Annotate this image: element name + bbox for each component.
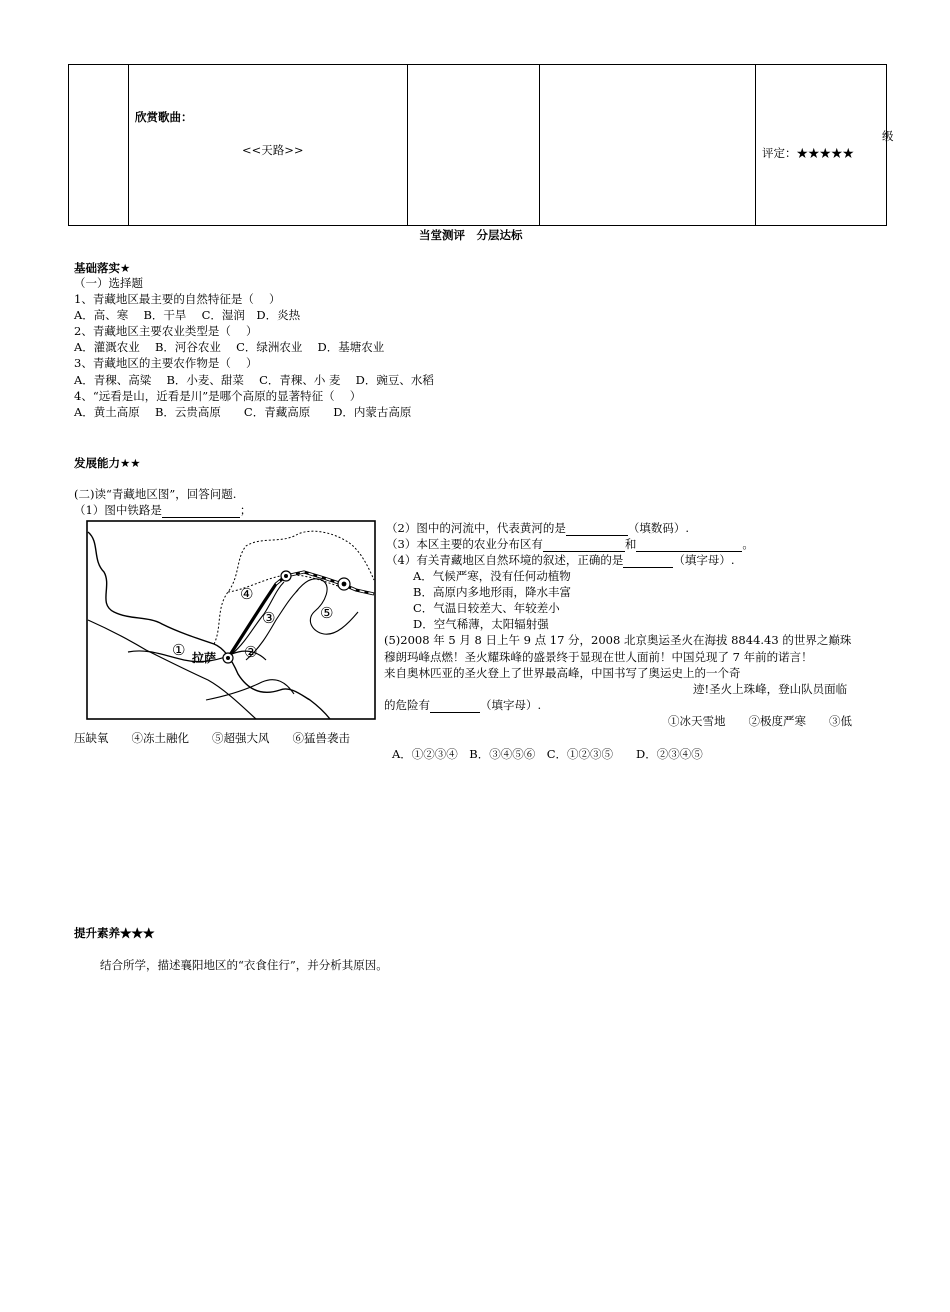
- rating: [762, 146, 854, 161]
- question-1: 1、青藏地区最主要的自然特征是（ ）: [74, 292, 281, 306]
- question-1-options: A．高、寒 B．干旱 C．湿润 D．炎热: [74, 308, 301, 322]
- map-marker-5: ⑤: [320, 604, 334, 622]
- city-marker: [342, 582, 347, 587]
- develop-intro: (二)读“青藏地区图”，回答问题.: [74, 487, 237, 501]
- question-5-line: 来自奥林匹亚的圣火登上了世界最高峰，中国书写了奥运史上的一个奇: [384, 666, 741, 680]
- city-label: 拉萨: [192, 651, 217, 665]
- question-2: 2、青藏地区主要农业类型是（ ）: [74, 324, 258, 338]
- option-d: D．空气稀薄，太阳辐射强: [413, 617, 549, 631]
- level-char: 级: [882, 129, 894, 143]
- option-b: B．高原内多地形雨，降水丰富: [413, 585, 571, 599]
- question-5-line: (5)2008 年 5 月 8 日上午 9 点 17 分，2008 北京奥运圣火在海拔 8844.43 的世界之巅珠: [384, 633, 852, 647]
- develop-question-3: （3）本区主要的农业分布区有 和 。: [386, 537, 754, 551]
- rating-stars: ★★★★★: [796, 146, 854, 160]
- map-marker-3: ③: [262, 609, 276, 627]
- map-marker-4: ④: [240, 585, 254, 603]
- develop-question-1: （1）图中铁路是 ；: [74, 503, 252, 517]
- section-title: 当堂测评 分层达标: [419, 228, 523, 242]
- qinghai-tibet-map: [86, 520, 376, 720]
- question-5-items: 压缺氧 ④冻土融化 ⑤超强大风 ⑥猛兽袭击: [74, 731, 350, 745]
- table-divider: [128, 64, 129, 226]
- option-a: A．气候严寒，没有任何动植物: [413, 569, 571, 583]
- option-c: C．气温日较差大、年较差小: [413, 601, 560, 615]
- activity-table: [68, 64, 887, 226]
- basic-heading: 基础落实★: [74, 261, 131, 275]
- question-5-options: A．①②③④ B．③④⑤⑥ C．①②③⑤ D．②③④⑤: [392, 747, 703, 761]
- rating-label: 评定：: [762, 146, 797, 160]
- table-divider: [539, 64, 540, 226]
- answer-blank[interactable]: [543, 539, 625, 552]
- city-marker: [284, 574, 288, 578]
- answer-blank[interactable]: [162, 505, 240, 518]
- question-5-line: 迹!圣火上珠峰，登山队员面临: [693, 682, 848, 696]
- question-5-items: ①冰天雪地 ②极度严寒 ③低: [668, 714, 852, 728]
- map-marker-2: ②: [244, 643, 258, 661]
- develop-question-4: （4）有关青藏地区自然环境的叙述，正确的是 （填字母）.: [386, 553, 735, 567]
- question-4: 4、“远看是山，近看是川”是哪个高原的显著特征（ ）: [74, 389, 362, 403]
- question-2-options: A．灌溉农业 B．河谷农业 C．绿洲农业 D．基塘农业: [74, 340, 385, 354]
- improve-text: 结合所学，描述襄阳地区的“衣食住行”，并分析其原因。: [100, 958, 388, 972]
- question-5-line: 的危险有 （填字母）.: [384, 698, 542, 712]
- question-4-options: A．黄土高原 B．云贵高原 C．青藏高原 D．内蒙古高原: [74, 405, 412, 419]
- question-3: 3、青藏地区的主要农作物是（ ）: [74, 356, 258, 370]
- improve-heading: 提升素养★★★: [74, 926, 155, 940]
- map-marker-1: ①: [172, 641, 186, 659]
- basic-subheading: （一）选择题: [74, 276, 143, 290]
- develop-question-2: （2）图中的河流中，代表黄河的是 （填数码）.: [386, 521, 689, 535]
- song-label: 欣赏歌曲：: [135, 110, 193, 124]
- answer-blank[interactable]: [566, 523, 628, 536]
- answer-blank[interactable]: [623, 555, 673, 568]
- answer-blank[interactable]: [430, 700, 480, 713]
- answer-blank[interactable]: [636, 539, 742, 552]
- city-marker: [226, 656, 230, 660]
- song-title: <<天路>>: [242, 143, 304, 157]
- table-divider: [755, 64, 756, 226]
- question-3-options: A．青稞、高粱 B．小麦、甜菜 C．青稞、小 麦 D．豌豆、水稻: [74, 373, 434, 387]
- develop-heading: 发展能力★★: [74, 456, 141, 470]
- question-5-line: 穆朗玛峰点燃！圣火耀珠峰的盛景终于显现在世人面前！中国兑现了 7 年前的诺言！: [384, 650, 813, 664]
- table-divider: [407, 64, 408, 226]
